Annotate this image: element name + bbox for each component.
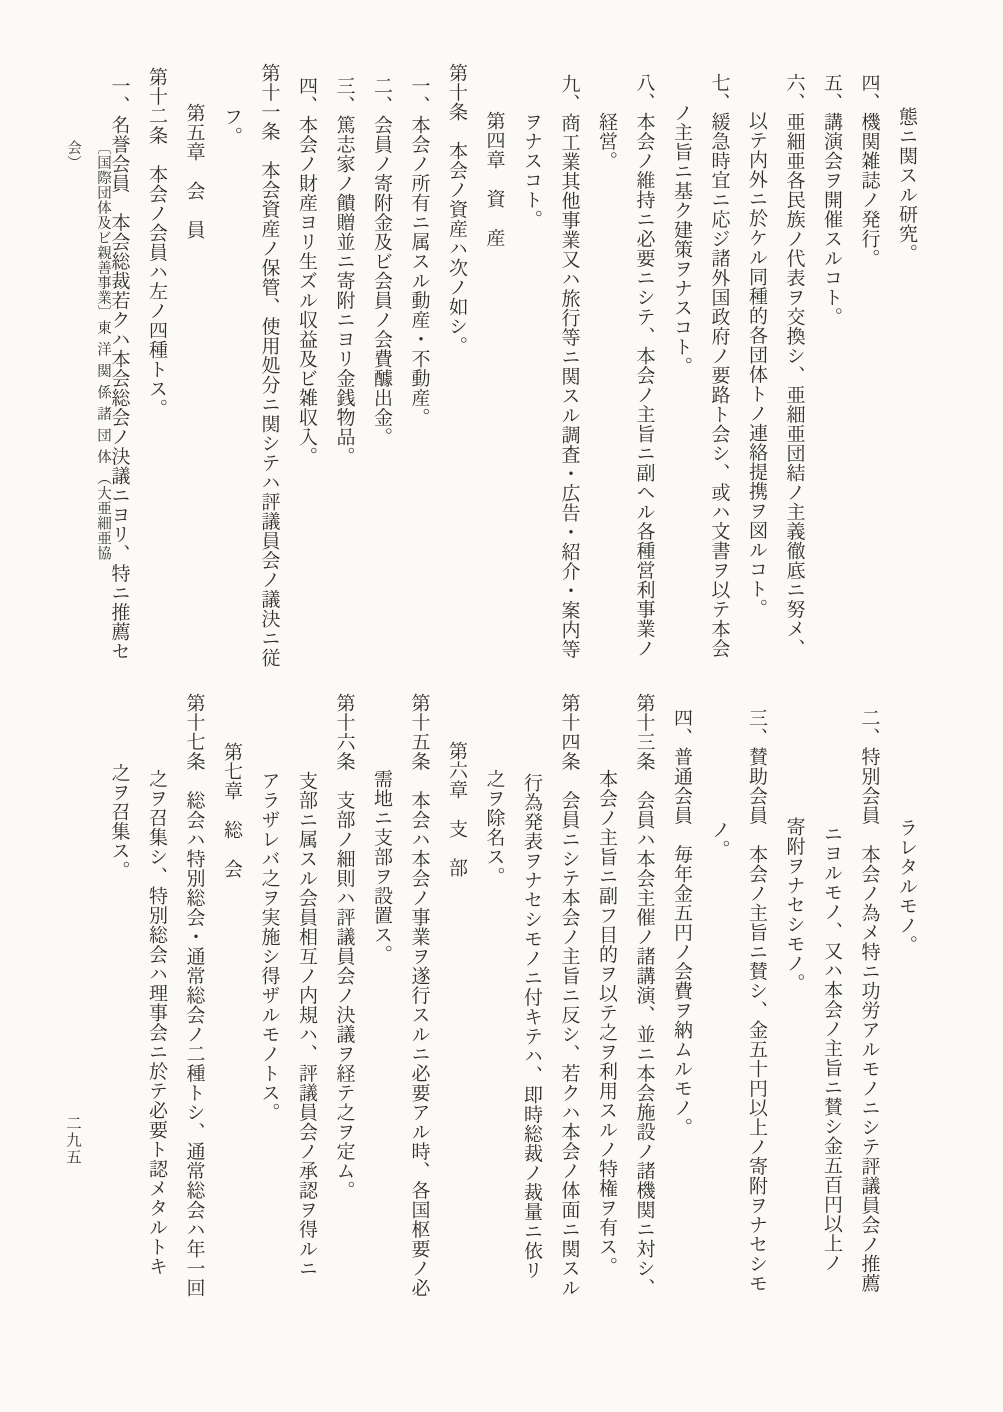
text-column: ニヨルモノ、又ハ本会ノ主旨ニ賛シ金五百円以上ノ	[821, 824, 843, 1273]
text-column: 二、会員ノ寄附金及ビ会員ノ会費醵出金。	[371, 76, 393, 447]
text-column: 之ヲ召集シ、特別総会ハ理事会ニ於テ必要ト認メタルトキ	[146, 769, 168, 1276]
running-header-section: 東洋関係諸団体	[95, 320, 111, 471]
text-column: 第十五条 本会ハ本会ノ事業ヲ遂行スルニ必要アル時、各国枢要ノ必	[408, 693, 431, 1298]
text-column: フ。	[221, 106, 243, 146]
text-column: アラザレバ之ヲ実施シ得ザルモノトス。	[258, 770, 281, 1122]
text-column: 五、講演会ヲ開催スルコト。	[821, 72, 843, 326]
text-column: 三、賛助会員 本会ノ主旨ニ賛シ、金五十円以上ノ寄附ヲナセシモ	[746, 708, 768, 1294]
text-column: 第十七条 総会ハ特別総会・通常総会ノ二種トシ、通常総会ハ年一回	[183, 693, 206, 1298]
text-column: 一、名誉会員 本会総裁若クハ本会総会ノ決議ニヨリ、特ニ推薦セ	[108, 76, 131, 662]
text-column: 八、本会ノ維持ニ必要ニシテ、本会ノ主旨ニ副ヘル各種営利事業ノ	[633, 72, 656, 658]
text-column: 之ヲ召集ス。	[108, 763, 131, 881]
text-column: 態ニ関スル研究。	[896, 106, 918, 263]
text-column: 第十六条 支部ノ細則ハ評議員会ノ決議ヲ経テ之ヲ定ム。	[333, 693, 356, 1200]
text-column: 経営。	[596, 112, 618, 171]
text-column: 四、本会ノ財産ヨリ生ズル収益及ビ雑収入。	[296, 76, 318, 467]
running-header-category: 〔国際団体及ビ親善事業〕	[95, 140, 111, 320]
text-column: 第十三条 会員ハ本会主催ノ諸講演、並ニ本会施設ノ諸機関ニ対シ、	[633, 693, 656, 1298]
text-column: 九、商工業其他事業又ハ旅行等ニ関スル調査・広告・紹介・案内等	[558, 74, 581, 660]
text-column: 第十四条 会員ニシテ本会ノ主旨ニ反シ、若クハ本会ノ体面ニ関スル	[558, 693, 581, 1298]
chapter-heading: 第四章 資 産	[483, 110, 506, 247]
text-column: 支部ニ属スル会員相互ノ内規ハ、評議員会ノ承認ヲ得ルニ	[296, 770, 318, 1278]
text-column: 需地ニ支部ヲ設置ス。	[371, 769, 393, 964]
text-column: 寄附ヲナセシモノ。	[783, 816, 806, 992]
page-number: 二九五	[64, 1115, 82, 1166]
text-column: 第十二条 本会ノ会員ハ左ノ四種トス。	[146, 66, 168, 418]
text-column: 之ヲ除名ス。	[483, 769, 506, 886]
text-column: 七、緩急時宜ニ応ジ諸外国政府ノ要路ト会シ、或ハ文書ヲ以テ本会	[708, 72, 731, 658]
top-text-block	[97, 63, 925, 673]
text-column: 四、機関雑誌ノ発行。	[858, 72, 881, 268]
text-column: 本会ノ主旨ニ副フ目的ヲ以テ之ヲ利用スルノ特権ヲ有ス。	[596, 769, 618, 1276]
text-column: 三、篤志家ノ饋贈並ニ寄附ニヨリ金銭物品。	[333, 76, 356, 467]
text-column: 以テ内外ニ於ケル同種的各団体トノ連絡提携ヲ図ルコト。	[746, 110, 768, 618]
text-column: ノ。	[708, 820, 731, 860]
chapter-heading: 第五章 会 員	[183, 102, 206, 240]
text-column: 四、普通会員 毎年金五円ノ会費ヲ納ムルモノ。	[671, 708, 693, 1138]
text-column: 第十条 本会ノ資産ハ次ノ如シ。	[446, 63, 468, 356]
text-column: ノ主旨ニ基ク建策ヲナスコト。	[671, 102, 693, 376]
bottom-text-block	[97, 693, 925, 1303]
running-header	[58, 140, 118, 580]
text-column: 二、特別会員 本会ノ為メ特ニ功労アルモノニシテ評議員会ノ推薦	[858, 708, 881, 1294]
chapter-heading: 第七章 総 会	[221, 742, 243, 879]
running-header-organization: （大亜細亜協会）	[65, 140, 111, 561]
text-column: ラレタルモノ。	[896, 818, 918, 955]
text-column: 第十一条 本会資産ノ保管、使用処分ニ関シテハ評議員会ノ議決ニ従	[258, 63, 281, 668]
text-column: 行為発表ヲナセシモノニ付キテハ、即時総裁ノ裁量ニ依リ	[521, 772, 543, 1280]
text-column: 六、亜細亜各民族ノ代表ヲ交換シ、亜細亜団結ノ主義徹底ニ努メ、	[783, 72, 806, 658]
chapter-heading: 第六章 支 部	[446, 740, 468, 877]
text-column: 一、本会ノ所有ニ属スル動産・不動産。	[408, 76, 431, 428]
text-column: ヲナスコト。	[521, 112, 543, 230]
